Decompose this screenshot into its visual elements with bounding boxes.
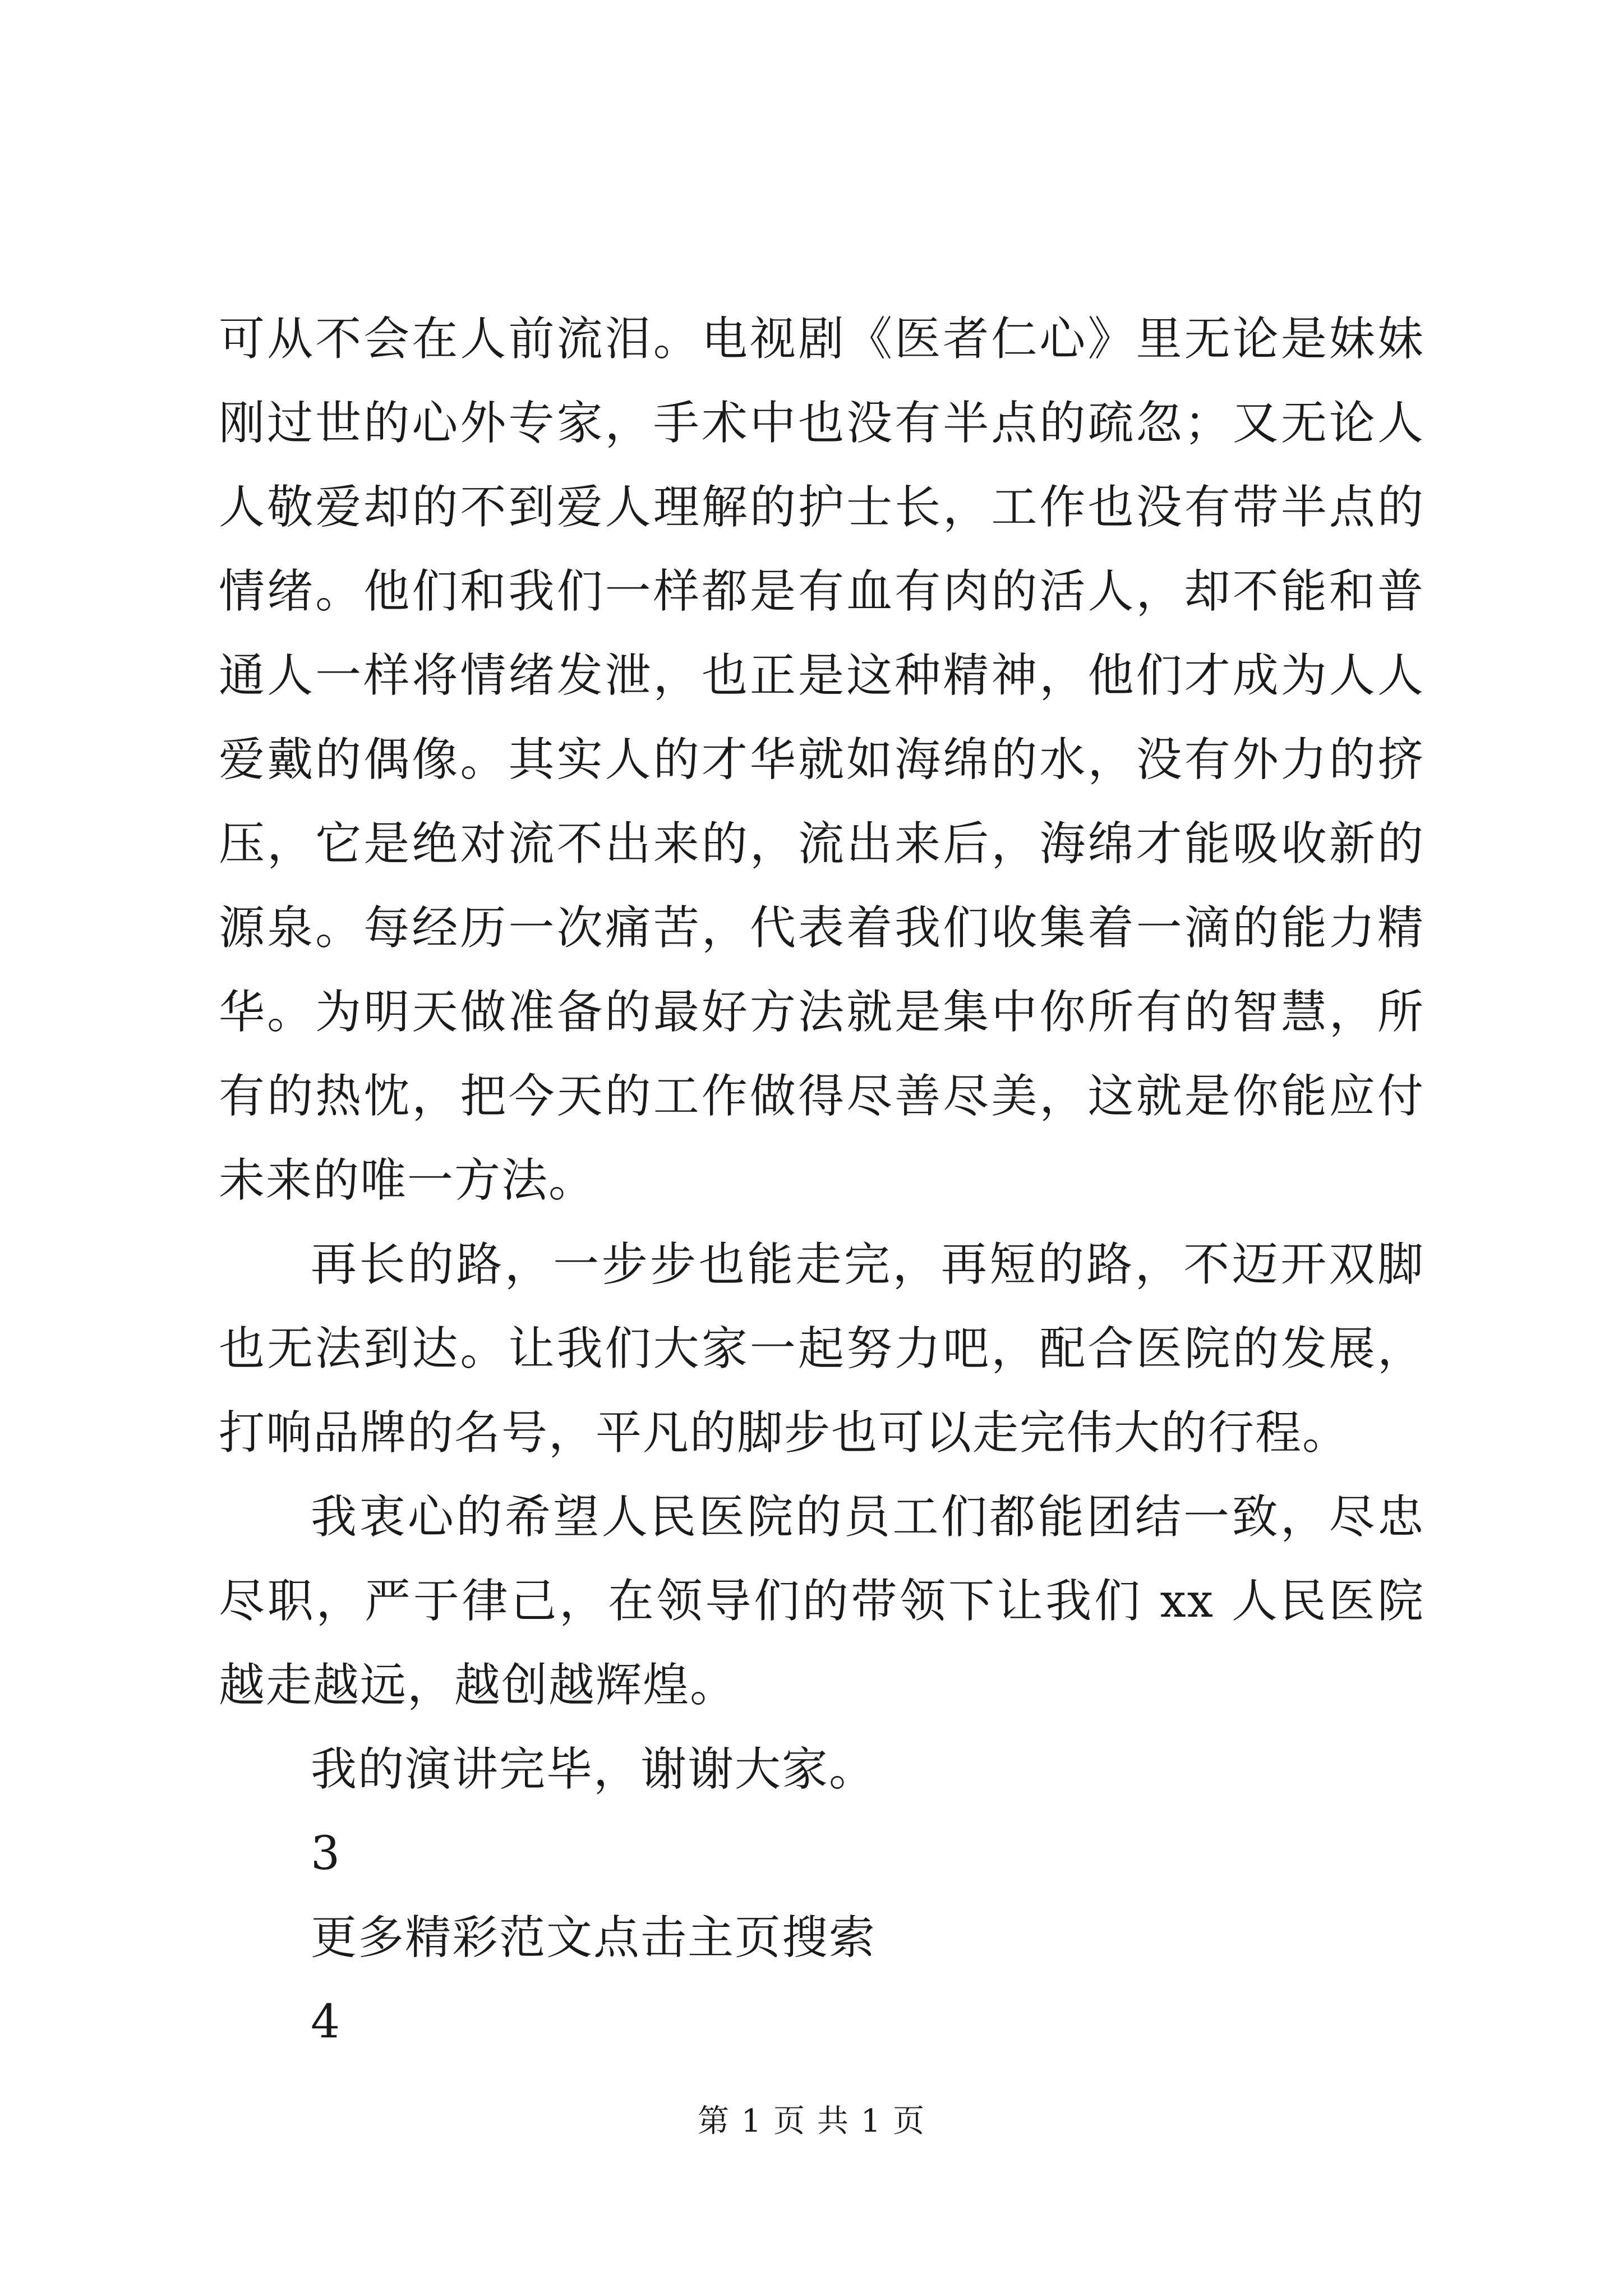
page-marker-4: 4: [311, 1995, 342, 2049]
document-body: [219, 297, 1424, 2064]
page-marker-3: 3: [311, 1827, 342, 1880]
paragraph-hope: 我衷心的希望人民医院的员工们都能团结一致，尽忠尽职，严于律己，在领导们的带领下让我们 xx 人民医院越走越远，越创越辉煌。: [219, 1490, 1424, 1712]
paragraph-closing: 我的演讲完毕，谢谢大家。: [311, 1743, 877, 1796]
promo-text: 更多精彩范文点击主页搜索: [311, 1911, 877, 1964]
page-footer: 第 1 页 共 1 页: [697, 2103, 926, 2139]
paragraph-long-road: 再长的路，一步步也能走完，再短的路，不迈开双脚也无法到达。让我们大家一起努力吧，配合医院的发展，打响品牌的名号，平凡的脚步也可以走完伟大的行程。: [219, 1238, 1424, 1460]
paragraph-continuation: 可从不会在人前流泪。电视剧《医者仁心》里无论是妹妹刚过世的心外专家，手术中也没有半点的疏忽；又无论人人敬爱却的不到爱人理解的护士长，工作也没有带半点的情绪。他们和我们一样都是有血有肉的活人，却不能和普通人一样将情绪发泄，也正是这种精神，他们才成为人人爱戴的偶像。其实人的才华就如海绵的水，没有外力的挤压，它是绝对流不出来的，流出来后，海绵才能吸收新的源泉。每经历一次痛苦，代表着我们收集着一滴的能力精华。为明天做准备的最好方法就是集中你所有的智慧，所有的热忱，把今天的工作做得尽善尽美，这就是你能应付未来的唯一方法。: [219, 312, 1424, 1207]
